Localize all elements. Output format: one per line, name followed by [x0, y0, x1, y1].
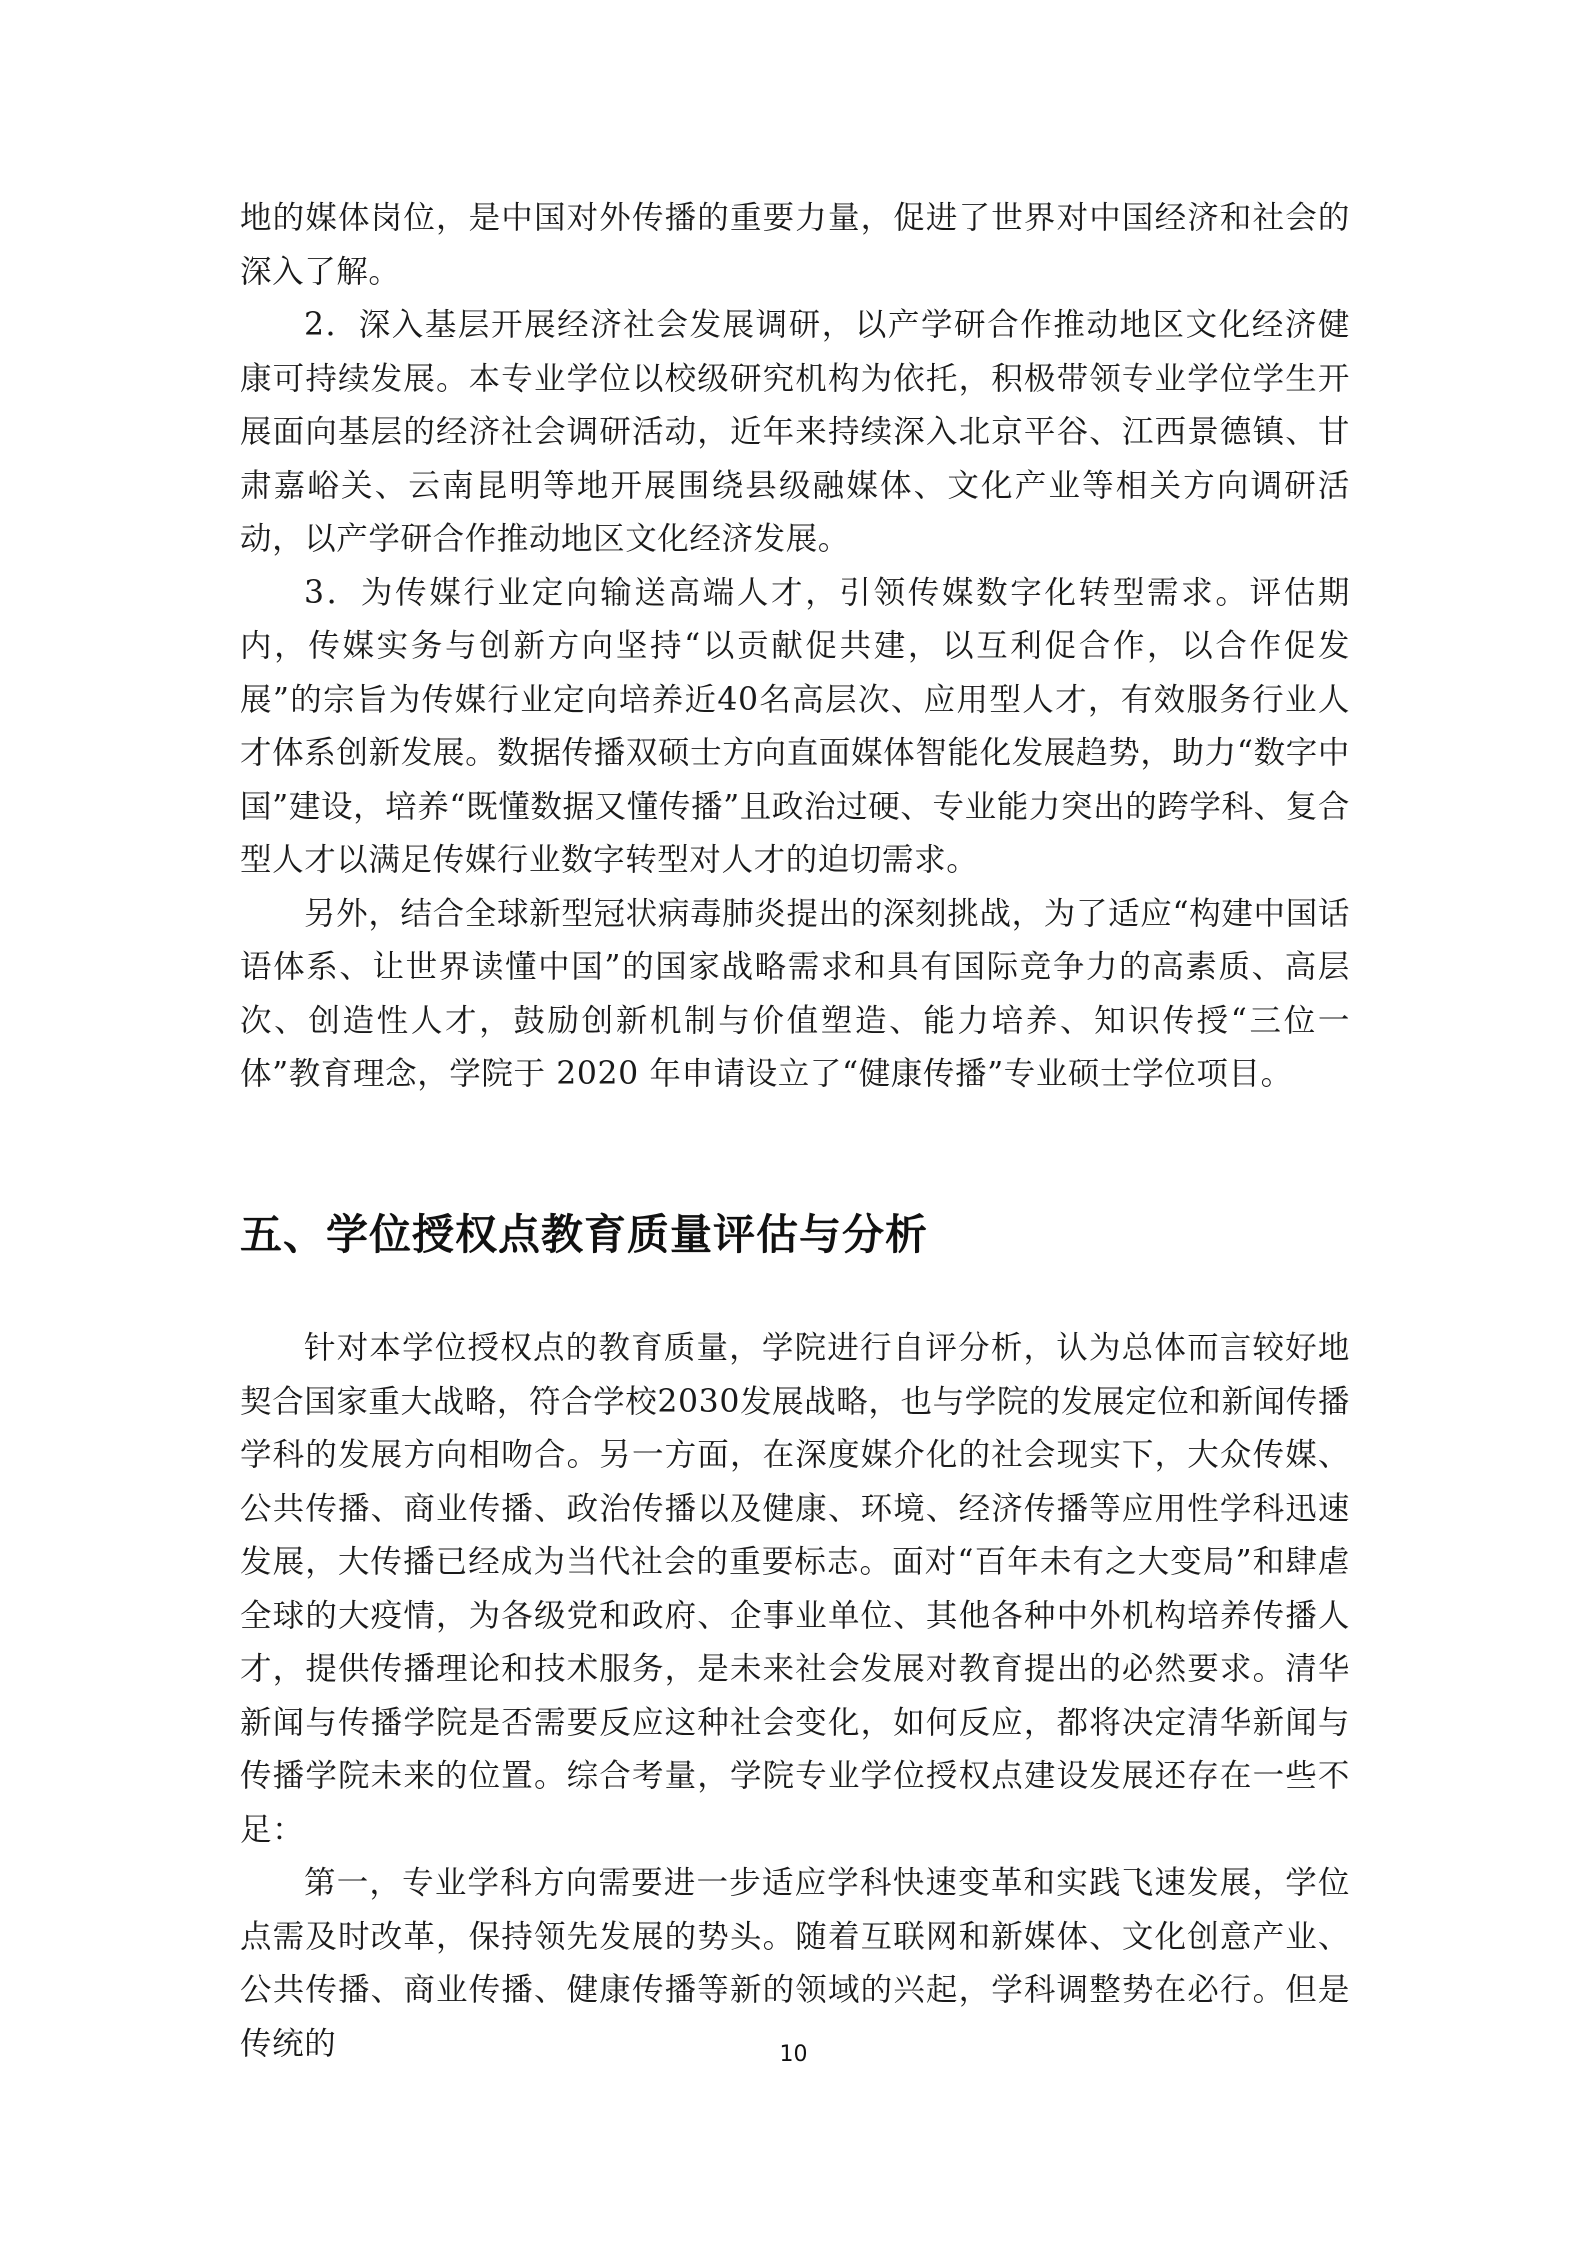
body-text-bottom	[240, 1322, 1350, 2071]
paragraph-item-2: 2．深入基层开展经济社会发展调研，以产学研合作推动地区文化经济健康可持续发展。本专业学位以校级研究机构为依托，积极带领专业学位学生开展面向基层的经济社会调研活动，近年来持续深入北京平谷、江西景德镇、甘肃嘉峪关、云南昆明等地开展围绕县级融媒体、文化产业等相关方向调研活动，以产学研合作推动地区文化经济发展。	[240, 307, 1350, 557]
paragraph-first-point: 第一，专业学科方向需要进一步适应学科快速变革和实践飞速发展，学位点需及时改革，保持领先发展的势头。随着互联网和新媒体、文化创意产业、公共传播、商业传播、健康传播等新的领域的兴起，学科调整势在必行。但是传统的	[240, 1865, 1350, 2062]
section-heading: 五、学位授权点教育质量评估与分析	[240, 1210, 929, 1259]
paragraph-item-3: 3．为传媒行业定向输送高端人才，引领传媒数字化转型需求。评估期内，传媒实务与创新方向坚持“以贡献促共建，以互利促合作，以合作促发展”的宗旨为传媒行业定向培养近40名高层次、应用型人才，有效服务行业人才体系创新发展。数据传播双硕士方向直面媒体智能化发展趋势，助力“数字中国”建设，培养“既懂数据又懂传播”且政治过硬、专业能力突出的跨学科、复合型人才以满足传媒行业数字转型对人才的迫切需求。	[240, 574, 1350, 878]
body-text-top	[240, 192, 1350, 1102]
paragraph-evaluation: 针对本学位授权点的教育质量，学院进行自评分析，认为总体而言较好地契合国家重大战略，符合学校2030发展战略，也与学院的发展定位和新闻传播学科的发展方向相吻合。另一方面，在深度媒介化的社会现实下，大众传媒、公共传播、商业传播、政治传播以及健康、环境、经济传播等应用性学科迅速发展，大传播已经成为当代社会的重要标志。面对“百年未有之大变局”和肆虐全球的大疫情，为各级党和政府、企事业单位、其他各种中外机构培养传播人才，提供传播理论和技术服务，是未来社会发展对教育提出的必然要求。清华新闻与传播学院是否需要反应这种社会变化，如何反应，都将决定清华新闻与传播学院未来的位置。综合考量，学院专业学位授权点建设发展还存在一些不足：	[240, 1330, 1350, 1848]
page-number: 10	[779, 2042, 808, 2067]
paragraph-additional: 另外，结合全球新型冠状病毒肺炎提出的深刻挑战，为了适应“构建中国话语体系、让世界读懂中国”的国家战略需求和具有国际竞争力的高素质、高层次、创造性人才，鼓励创新机制与价值塑造、能力培养、知识传授“三位一体”教育理念，学院于 2020 年申请设立了“健康传播”专业硕士学位项目。	[240, 895, 1350, 1092]
paragraph-continuation: 地的媒体岗位，是中国对外传播的重要力量，促进了世界对中国经济和社会的深入了解。	[240, 200, 1350, 290]
